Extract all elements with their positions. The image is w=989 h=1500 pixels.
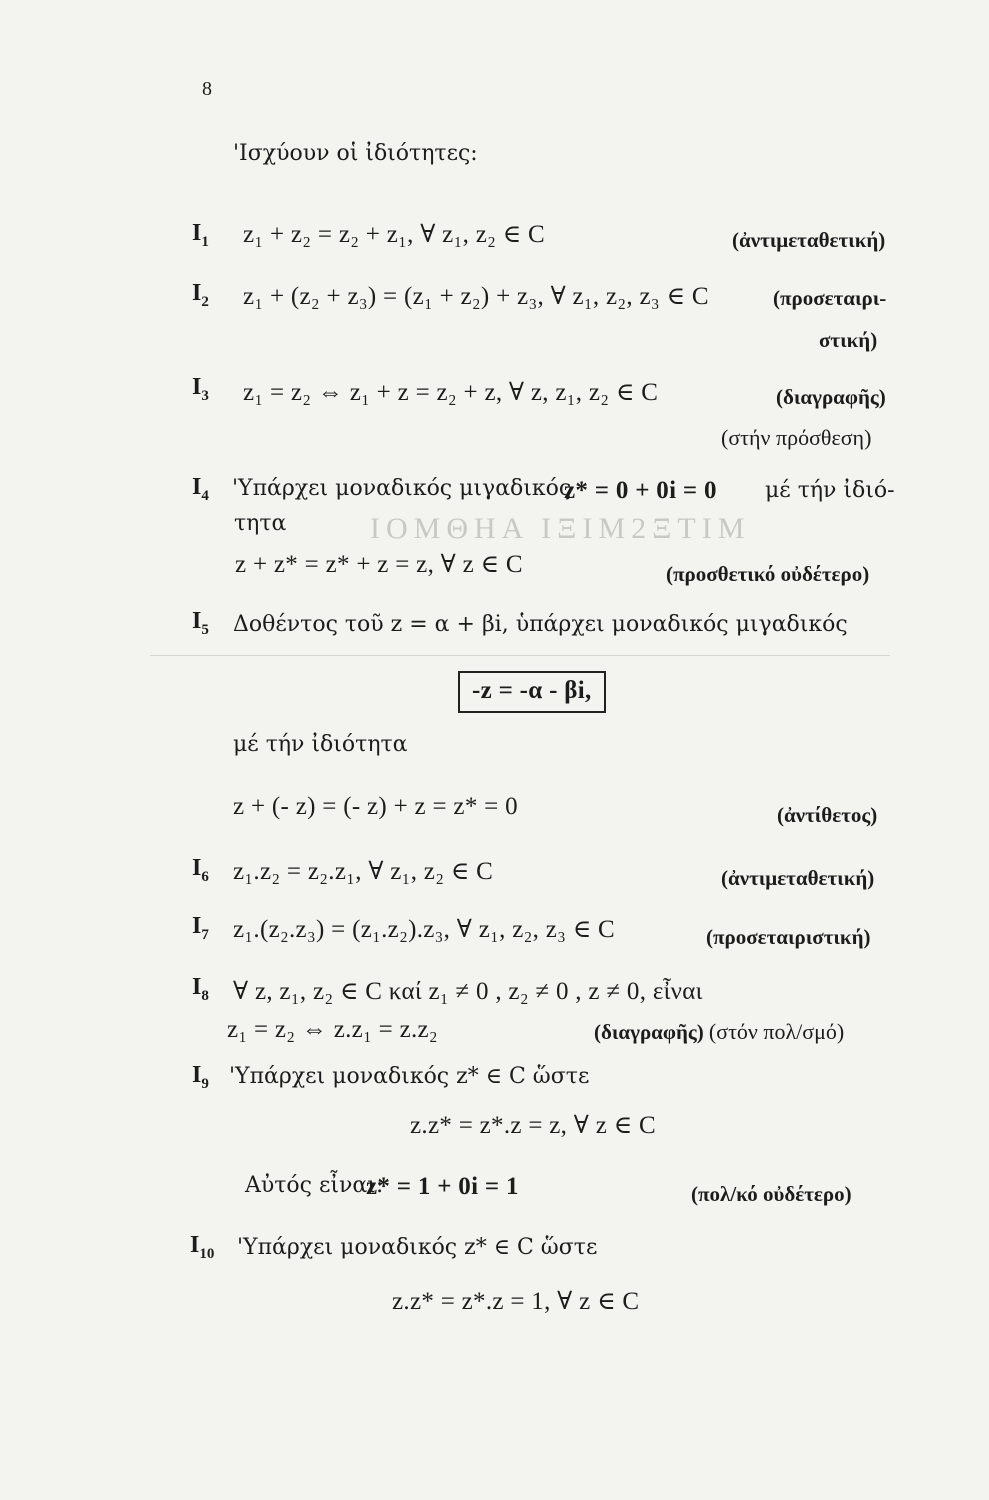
property-4-formula: z + z* = z* + z = z, ∀ z ∈ C	[235, 551, 523, 578]
property-2-name-cont: στική)	[819, 328, 878, 352]
property-label-2: $I_2$	[192, 280, 209, 310]
property-4-text-cont: μέ τήν ἰδιό-	[765, 478, 895, 503]
property-8-context: (στόν πολ/σμό)	[708, 1019, 845, 1044]
property-label-4: $I_4$	[192, 474, 209, 504]
property-5-opposite-box: -z = -α - βi,	[458, 671, 606, 713]
property-label-5: $I_5$	[192, 608, 209, 638]
property-8-formula: ∀ z, z₁, z₂ ∈ C καί z₁ ≠ 0 , z₂ ≠ 0 , z ≠ 0, εἶναι	[233, 978, 703, 1005]
property-label-10: $I_{10}$	[190, 1232, 215, 1262]
property-9-text-cont: Αὐτός εἶναι:	[245, 1173, 384, 1198]
property-5-formula: z + (- z) = (- z) + z = z* = 0	[233, 793, 518, 820]
property-5-text: Δοθέντος τοῦ z = α + βi, ὑπάρχει μοναδικός μιγαδικός	[233, 612, 848, 637]
property-5-name: (ἀντίθετος)	[777, 803, 878, 827]
property-label-7: $I_7$	[192, 913, 209, 943]
property-9-neutral: z* = 1 + 0i = 1	[366, 1173, 519, 1200]
property-10-text: 'Υπάρχει μοναδικός z* ∈ C ὥστε	[237, 1235, 598, 1260]
property-8-formula-cont: z₁ = z₂ ⇔ z.z₁ = z.z₂	[227, 1016, 438, 1043]
property-label-3: $I_3$	[192, 374, 209, 404]
property-7-formula: z₁.(z₂.z₃) = (z₁.z₂).z₃, ∀ z₁, z₂, z₃ ∈ C	[233, 916, 616, 943]
property-label-8: $I_8$	[192, 974, 209, 1004]
property-4-text-cont2: τητα	[234, 511, 287, 536]
property-4-name: (προσθετικό οὐδέτερο)	[666, 562, 870, 586]
property-label-1: $I_1$	[192, 220, 209, 250]
property-9-text: 'Υπάρχει μοναδικός z* ∈ C ὥστε	[229, 1064, 590, 1089]
property-10-formula: z.z* = z*.z = 1, ∀ z ∈ C	[392, 1288, 640, 1315]
property-8-name	[594, 1019, 844, 1045]
page-number: 8	[202, 78, 212, 100]
property-7-name: (προσεταιριστική)	[706, 925, 871, 949]
property-6-formula: z₁.z₂ = z₂.z₁, ∀ z₁, z₂ ∈ C	[233, 858, 494, 885]
intro-text: 'Ισχύουν οἱ ἰδιότητες:	[233, 141, 478, 166]
property-4-neutral: z* = 0 + 0i = 0	[564, 477, 717, 504]
property-2-name: (προσεταιρι-	[773, 286, 887, 310]
property-4-text: 'Υπάρχει μοναδικός μιγαδικός	[232, 476, 572, 501]
property-1-name: (ἀντιμεταθετική)	[732, 228, 886, 252]
property-8-name-bold: (διαγραφῆς)	[594, 1020, 704, 1044]
property-9-formula: z.z* = z*.z = z, ∀ z ∈ C	[410, 1112, 656, 1139]
property-1-formula: z₁ + z₂ = z₂ + z₁, ∀ z₁, z₂ ∈ C	[243, 221, 545, 248]
property-5-text-cont: μέ τήν ἰδιότητα	[233, 732, 408, 757]
property-2-formula: z₁ + (z₂ + z₃) = (z₁ + z₂) + z₃, ∀ z₁, z₂, z₃ ∈ C	[243, 283, 709, 310]
property-9-name: (πολ/κό οὐδέτερο)	[691, 1182, 852, 1206]
property-6-name: (ἀντιμεταθετική)	[721, 866, 875, 890]
property-label-6: $I_6$	[192, 855, 209, 885]
bleed-through-heading: ΙΟΜΘΗΑ ΙΞΙΜ2ΞΤΙΜ	[370, 512, 751, 545]
property-3-context: (στήν πρόσθεση)	[721, 425, 872, 450]
property-label-9: $I_9$	[192, 1062, 209, 1092]
property-3-formula: z₁ = z₂ ⇔ z₁ + z = z₂ + z, ∀ z, z₁, z₂ ∈ C	[243, 379, 659, 406]
property-3-name: (διαγραφῆς)	[776, 385, 886, 409]
